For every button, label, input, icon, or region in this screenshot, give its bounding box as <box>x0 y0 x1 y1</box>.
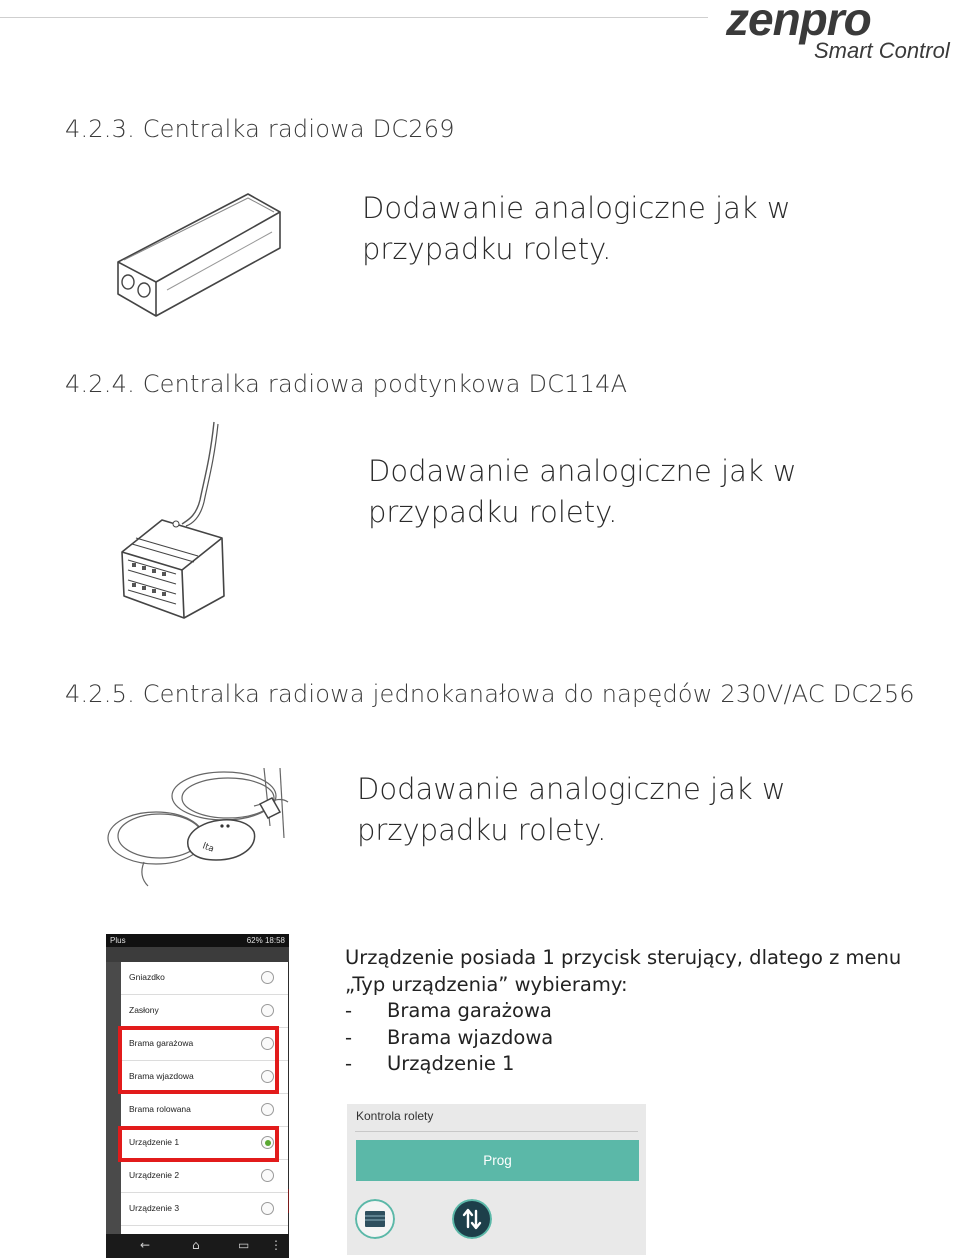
info-line-2: „Typ urządzenia” wybieramy: <box>345 972 628 996</box>
desc-line-1: Dodawanie analogiczne jak w <box>357 772 786 806</box>
desc-line-1: Dodawanie analogiczne jak w <box>368 454 797 488</box>
info-item-text: Brama wjazdowa <box>387 1025 554 1049</box>
menu-item-label: Brama wjazdowa <box>129 1071 194 1081</box>
section-heading-dc269: 4.2.3. Centralka radiowa DC269 <box>65 115 455 143</box>
section-heading-dc256: 4.2.5. Centralka radiowa jednokanałowa do napędów 230V/AC DC256 <box>65 680 915 708</box>
status-battery-time: 62% 18:58 <box>246 936 285 945</box>
prog-button[interactable]: Prog <box>356 1140 639 1181</box>
menu-item-urzadzenie-2[interactable] <box>121 1160 288 1193</box>
radio-icon[interactable] <box>261 971 274 984</box>
home-icon[interactable]: ⌂ <box>192 1238 200 1252</box>
section-desc-dc114a <box>368 451 797 533</box>
bullet: - <box>345 1025 353 1049</box>
phone-status-bar <box>106 934 289 947</box>
menu-item-urzadzenie-3[interactable] <box>121 1193 288 1226</box>
menu-item-zaslony[interactable] <box>121 995 288 1028</box>
menu-item-label: Urządzenie 1 <box>129 1137 180 1147</box>
phone-app-header <box>106 947 289 962</box>
info-item-text: Urządzenie 1 <box>387 1052 515 1075</box>
radio-icon[interactable] <box>261 1103 274 1116</box>
brand-name: zenpro <box>726 0 871 45</box>
radio-icon[interactable] <box>261 1169 274 1182</box>
dc269-device-illustration <box>112 190 284 320</box>
panel-divider <box>355 1131 638 1132</box>
menu-item-brama-rolowana[interactable] <box>121 1094 288 1127</box>
radio-icon[interactable] <box>261 1202 274 1215</box>
recent-apps-icon[interactable]: ▭ <box>238 1238 250 1252</box>
desc-line-1: Dodawanie analogiczne jak w <box>362 191 791 225</box>
menu-item-label: Brama rolowana <box>129 1104 191 1114</box>
highlight-brama-options <box>118 1026 279 1094</box>
menu-item-label: Zasłony <box>129 1005 159 1015</box>
info-list-item <box>345 1025 901 1052</box>
radio-icon[interactable] <box>261 1004 274 1017</box>
menu-item-label: Urządzenie 3 <box>129 1203 180 1213</box>
bullet: - <box>345 999 353 1022</box>
section-desc-dc269 <box>362 188 791 270</box>
phone-nav-bar <box>106 1234 289 1258</box>
back-icon[interactable]: ← <box>140 1238 151 1252</box>
info-item-text: Brama garażowa <box>387 999 552 1022</box>
menu-item-label: Gniazdko <box>129 972 165 982</box>
section-desc-dc256 <box>357 769 786 851</box>
up-down-toggle-icon[interactable] <box>452 1199 492 1239</box>
blind-control-panel <box>347 1104 646 1255</box>
info-list-item <box>345 1051 901 1078</box>
device-type-menu <box>121 962 288 1258</box>
dc114a-device-illustration <box>118 420 230 620</box>
dc256-device-illustration <box>104 766 304 896</box>
brand-tagline: Smart Control <box>814 38 950 63</box>
menu-item-label: Brama garażowa <box>129 1038 194 1048</box>
phone-screenshot <box>106 934 289 1258</box>
info-list-item <box>345 998 901 1025</box>
device-type-info <box>345 945 901 1078</box>
header-rule <box>0 17 708 18</box>
desc-line-2: przypadku rolety. <box>362 232 612 266</box>
section-heading-dc114a: 4.2.4. Centralka radiowa podtynkowa DC114A <box>65 370 628 398</box>
status-carrier: Plus <box>110 936 126 945</box>
svg-text:lta: lta <box>200 841 216 855</box>
menu-item-gniazdko[interactable] <box>121 962 288 995</box>
device-icon[interactable] <box>355 1199 395 1239</box>
desc-line-2: przypadku rolety. <box>357 813 607 847</box>
menu-icon[interactable]: ⋮ <box>270 1238 282 1252</box>
panel-title: Kontrola rolety <box>356 1109 434 1123</box>
highlight-urzadzenie-1 <box>118 1126 279 1162</box>
desc-line-2: przypadku rolety. <box>368 495 618 529</box>
bullet: - <box>345 1052 353 1075</box>
phone-bg-left <box>106 962 121 1234</box>
menu-item-label: Urządzenie 2 <box>129 1170 180 1180</box>
brand-logo <box>722 0 960 72</box>
info-line-1: Urządzenie posiada 1 przycisk sterujący, dlatego z menu <box>345 946 902 969</box>
